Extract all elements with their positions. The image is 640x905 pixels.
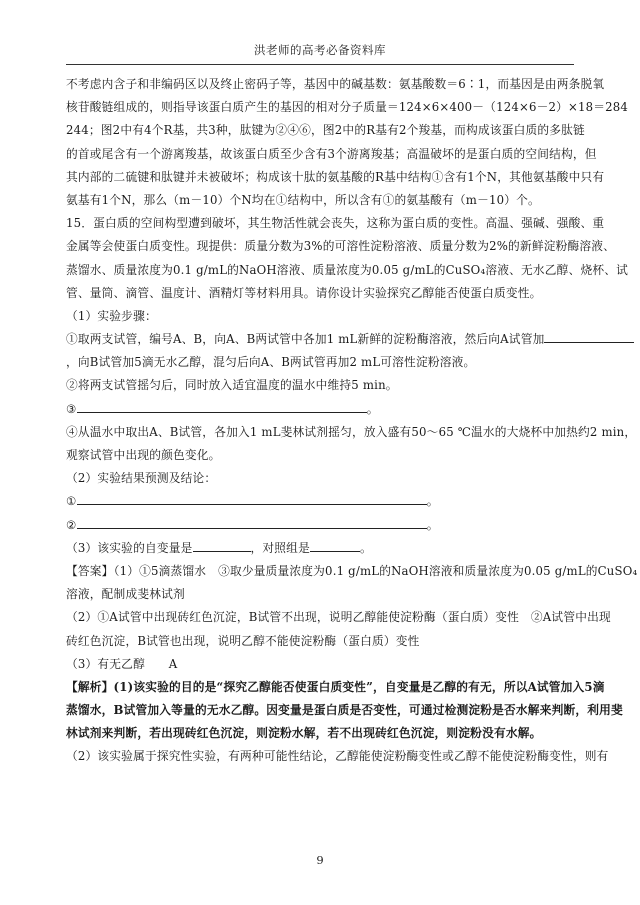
page-header: 洪老师的高考必备资料库	[254, 43, 386, 57]
line-text: 15．蛋白质的空间构型遭到破坏，其生物活性就会丧失，这称为蛋白质的变性。高温、强碱、强酸、重	[66, 216, 605, 231]
line-text: 244；图2中有4个R基，共3种，肽键为②④⑥，图2中的R基有2个羧基，而构成该蛋白质的多肽链	[66, 123, 585, 138]
text-line	[66, 235, 616, 258]
text-line	[66, 305, 578, 328]
page-number: 9	[316, 853, 324, 867]
line-text: 溶液，配制成斐林试剂	[66, 587, 185, 602]
text-line	[66, 606, 611, 629]
text-line	[66, 282, 578, 305]
text-line	[66, 676, 605, 699]
line-text: 氨基有1个N，那么（m－10）个N均在①结构中，所以含有①的氨基酸有（m－10）个。	[66, 192, 540, 207]
line-text: 【解析】(1)该实验的目的是“探究乙醇能否使蛋白质变性”，自变量是乙醇的有无，所以A试管加入5滴	[66, 679, 605, 694]
text-line	[66, 467, 578, 490]
text-line	[66, 421, 637, 444]
line-text: ，向B试管加5滴无水乙醇，混匀后向A、B两试管再加2 mL可溶性淀粉溶液。	[66, 355, 476, 370]
header-rule	[66, 64, 574, 65]
line-text: 金属等会使蛋白质变性。现提供：质量分数为3%的可溶性淀粉溶液、质量分数为2%的新鲜淀粉酶溶液、	[66, 239, 616, 254]
line-suffix: 。	[426, 517, 439, 532]
text-line	[66, 189, 578, 212]
line-text: 其内部的二硫键和肽键并未被破坏；构成该十肽的氨基酸的R基中结构①含有1个N，其他氨基酸中只有	[66, 169, 605, 184]
text-line	[66, 699, 623, 722]
text-line	[66, 537, 578, 560]
line-suffix: 。	[426, 494, 439, 509]
line-text: 观察试管中出现的颜色变化。	[66, 448, 221, 462]
line-text: （2）该实验属于探究性实验，有两种可能性结论，乙醇能使淀粉酶变性或乙醇不能使淀粉酶变性，则有	[66, 749, 609, 764]
text-line	[66, 119, 585, 142]
line-text: 蒸馏水，B试管加入等量的无水乙醇。因变量是蛋白质是否变性，可通过检测淀粉是否水解来判断，利用斐	[66, 703, 623, 718]
line-text: ④从温水中取出A、B试管，各加入1 mL斐林试剂摇匀，放入盛有50～65 ℃温水的大烧杯中加热约2 min，	[66, 424, 637, 439]
text-line	[66, 73, 605, 96]
line-suffix: ，对照组是	[250, 540, 310, 555]
line-text: ③	[66, 401, 77, 416]
answer-blank	[310, 538, 360, 552]
text-line	[66, 96, 629, 119]
text-line	[66, 653, 578, 676]
text-line	[66, 166, 605, 189]
text-line	[66, 374, 578, 397]
line-suffix: 。	[366, 401, 379, 416]
text-line	[66, 490, 578, 513]
text-line	[66, 722, 578, 745]
line-text: 不考虑内含子和非编码区以及终止密码子等，基因中的碱基数：氨基酸数＝6∶1，而基因是由两条脱氧	[66, 77, 605, 91]
line-text: （1）实验步骤：	[66, 308, 157, 323]
line-text: 管、量筒、滴管、温度计、酒精灯等材料用具。请你设计实验探究乙醇能否使蛋白质变性。	[66, 285, 542, 300]
answer-blank	[77, 399, 367, 413]
answer-blank	[193, 538, 251, 552]
text-line	[66, 143, 597, 166]
answer-blank	[77, 515, 427, 529]
line-text: （2）①A试管中出现砖红色沉淀，B试管不出现，说明乙醇能使淀粉酶（蛋白质）变性 ②A试管中出现	[66, 610, 611, 625]
text-line	[66, 328, 578, 351]
answer-blank	[77, 491, 427, 505]
line-suffix: 。	[359, 540, 372, 555]
line-text: 砖红色沉淀，B试管也出现，说明乙醇不能使淀粉酶（蛋白质）变性	[66, 633, 420, 648]
text-line	[66, 583, 578, 606]
line-text: ②	[66, 517, 77, 532]
line-text: 的首或尾含有一个游离羧基，故该蛋白质至少含有3个游离羧基；高温破坏的是蛋白质的空间结构，但	[66, 146, 597, 161]
line-text: （3）该实验的自变量是	[66, 540, 193, 555]
line-text: （3）有无乙醇 A	[66, 656, 178, 671]
text-line	[66, 444, 578, 467]
line-text: 【答案】（1）①5滴蒸馏水 ③取少量质量浓度为0.1 g/mL的NaOH溶液和质量浓度为0.05 g/mL的CuSO₄	[66, 563, 638, 578]
line-text: ②将两支试管摇匀后，同时放入适宜温度的温水中维持5 min。	[66, 378, 398, 393]
text-line	[66, 259, 628, 282]
line-text: 核苷酸链组成的，则指导该蛋白质产生的基因的相对分子质量＝124×6×400－（124×6－2）×18＝284	[66, 100, 629, 115]
text-line	[66, 630, 578, 653]
text-line	[66, 745, 609, 768]
text-line	[66, 351, 578, 374]
line-text: （2）实验结果预测及结论：	[66, 471, 217, 486]
line-text: 蒸馏水、质量浓度为0.1 g/mL的NaOH溶液、质量浓度为0.05 g/mL的CuSO₄溶液、无水乙醇、烧杯、试	[66, 262, 628, 277]
text-line	[66, 514, 578, 537]
text-line	[66, 398, 578, 421]
text-line	[66, 560, 638, 583]
line-text: ①	[66, 494, 77, 509]
line-text: 林试剂来判断，若出现砖红色沉淀，则淀粉水解，若不出现砖红色沉淀，则淀粉没有水解。	[66, 726, 542, 741]
answer-blank	[544, 329, 634, 343]
text-line	[66, 212, 605, 235]
line-text: ①取两支试管，编号A、B，向A、B两试管中各加1 mL新鲜的淀粉酶溶液，然后向A试管加	[66, 332, 545, 347]
document-body	[66, 73, 638, 769]
